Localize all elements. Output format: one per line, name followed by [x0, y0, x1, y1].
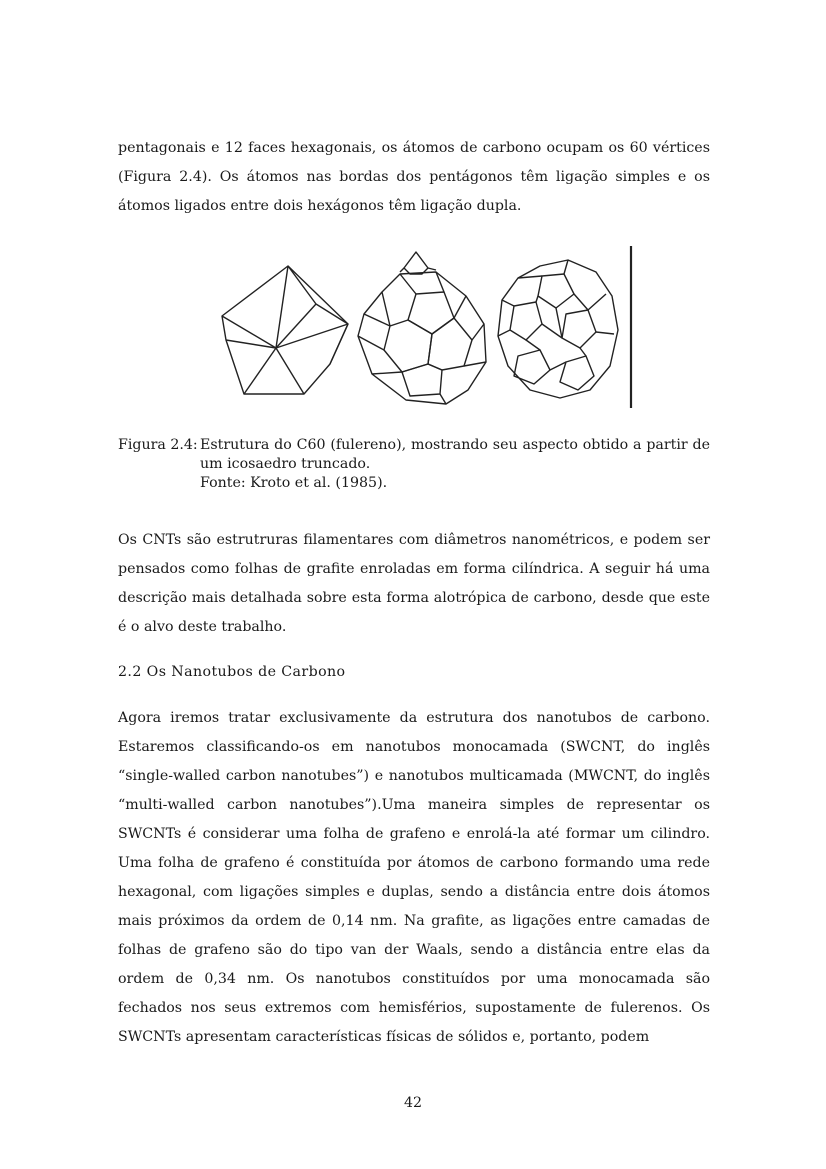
- figure-label: Figura 2.4:: [118, 437, 198, 453]
- c60-soccer-ball-drawing: [498, 260, 618, 398]
- paragraph-fullerene-description: pentagonais e 12 faces hexagonais, os átomos de carbono ocupam os 60 vértices (Figura 2.4). Os átomos nas bordas dos pentágonos têm ligação simples e os átomos ligados entre dois hexágonos têm ligação dupla.: [118, 140, 710, 214]
- paragraph-nanotube-structure: Agora iremos tratar exclusivamente da estrutura dos nanotubos de carbono. Estaremos classificando-os em nanotubos monocamada (SWCNT, do inglês “single-walled carbon nanotubes”) e nanotubos multicamada (MWCNT, do inglês “multi-walled carbon nanotubes”).Uma maneira simples de representar os SWCNTs é considerar uma folha de grafeno e enrolá-la até formar um cilindro. Uma folha de grafeno é constituída por átomos de carbono formando uma rede hexagonal, com ligações simples e duplas, sendo a distância entre dois átomos mais próximos da ordem de 0,14 nm. Na grafite, as ligações entre camadas de folhas de grafeno são do tipo van der Waals, sendo a distância entre elas da ordem de 0,34 nm. Os nanotubos constituídos por uma monocamada são fechados nos seus extremos com hemisférios, supostamente de fulerenos. Os SWCNTs apresentam características físicas de sólidos e, portanto, podem: [118, 710, 710, 1045]
- section-heading: 2.2 Os Nanotubos de Carbono: [118, 664, 346, 680]
- figure-caption-text: Estrutura do C60 (fulereno), mostrando seu aspecto obtido a partir de um icosaedro truncado.: [200, 437, 710, 472]
- truncated-icosahedron-drawing: [358, 252, 486, 404]
- figure-c60-structure: [196, 244, 636, 412]
- figure-caption-source: Fonte: Kroto et al. (1985).: [200, 475, 388, 491]
- c60-illustration: [196, 244, 636, 412]
- figure-caption-body: [200, 436, 710, 493]
- paragraph-cnts-intro: Os CNTs são estrutruras filamentares com diâmetros nanométricos, e podem ser pensados como folhas de grafite enroladas em forma cilíndrica. A seguir há uma descrição mais detalhada sobre esta forma alotrópica de carbono, desde que este é o alvo deste trabalho.: [118, 532, 710, 635]
- page-number: 42: [403, 1095, 423, 1111]
- icosahedron-drawing: [222, 266, 348, 394]
